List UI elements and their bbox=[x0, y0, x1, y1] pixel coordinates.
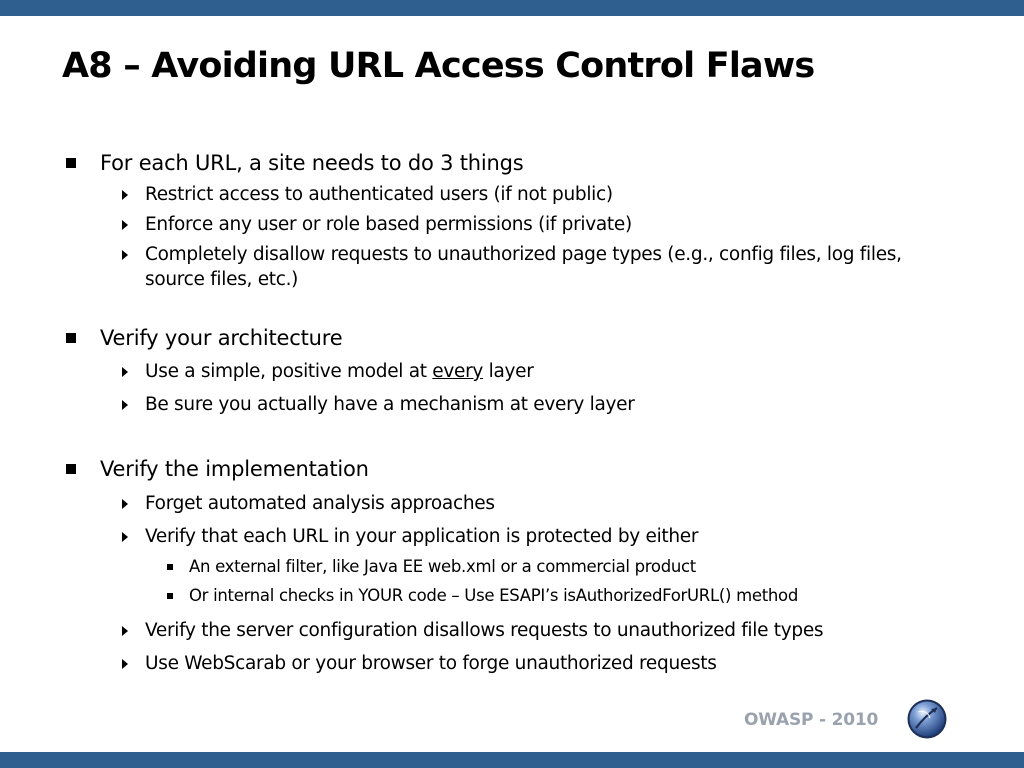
triangle-bullet-icon bbox=[122, 499, 128, 509]
triangle-bullet-icon bbox=[122, 250, 128, 260]
section-architecture bbox=[0, 323, 1024, 418]
bullet-text: Verify that each URL in your application is protected by either bbox=[145, 526, 699, 547]
small-square-bullet-icon bbox=[167, 564, 173, 570]
bullet-level1 bbox=[0, 148, 1024, 178]
bullet-level2 bbox=[0, 242, 1024, 292]
section-url-requirements bbox=[0, 148, 1024, 292]
bullet-text-part: layer bbox=[483, 361, 534, 382]
bullet-text: Be sure you actually have a mechanism at every layer bbox=[145, 394, 635, 415]
bullet-level1 bbox=[0, 454, 1024, 484]
bullet-level2 bbox=[0, 618, 1024, 644]
triangle-bullet-icon bbox=[122, 659, 128, 669]
triangle-bullet-icon bbox=[122, 190, 128, 200]
bullet-text: Use WebScarab or your browser to forge unauthorized requests bbox=[145, 653, 717, 674]
bullet-level1 bbox=[0, 323, 1024, 353]
triangle-bullet-icon bbox=[122, 532, 128, 542]
bullet-level2 bbox=[0, 392, 1024, 418]
bullet-text: Verify the server configuration disallows requests to unauthorized file types bbox=[145, 620, 824, 641]
bullet-text: Completely disallow requests to unauthorized page types (e.g., config files, log files, source files, etc.) bbox=[145, 244, 902, 290]
bullet-level3 bbox=[0, 554, 1024, 583]
bullet-text: Enforce any user or role based permissions (if private) bbox=[145, 214, 632, 235]
triangle-bullet-icon bbox=[122, 400, 128, 410]
section-implementation bbox=[0, 454, 1024, 677]
emphasis-word: every bbox=[432, 361, 484, 382]
bullet-level3 bbox=[0, 583, 1024, 612]
bottom-accent-bar bbox=[0, 752, 1024, 768]
bullet-level2 bbox=[0, 491, 1024, 517]
bullet-text-part: Use a simple, positive model at bbox=[145, 361, 433, 382]
bullet-level2 bbox=[0, 359, 1024, 385]
bullet-heading: Verify your architecture bbox=[100, 326, 343, 350]
bullet-text: Forget automated analysis approaches bbox=[145, 493, 495, 514]
triangle-bullet-icon bbox=[122, 367, 128, 377]
bullet-level2 bbox=[0, 524, 1024, 550]
small-square-bullet-icon bbox=[167, 593, 173, 599]
bullet-text: Or internal checks in YOUR code – Use ESAPI’s isAuthorizedForURL() method bbox=[189, 586, 799, 605]
bullet-heading: Verify the implementation bbox=[100, 457, 369, 481]
footer-owasp-label: OWASP - 2010 bbox=[744, 710, 879, 730]
bullet-heading: For each URL, a site needs to do 3 things bbox=[100, 151, 524, 175]
bullet-level2 bbox=[0, 182, 1024, 208]
bullet-text: Restrict access to authenticated users (if not public) bbox=[145, 184, 613, 205]
triangle-bullet-icon bbox=[122, 626, 128, 636]
bullet-level2 bbox=[0, 651, 1024, 677]
bullet-text bbox=[145, 359, 955, 385]
bullet-text: An external filter, like Java EE web.xml or a commercial product bbox=[189, 557, 696, 576]
square-bullet-icon bbox=[66, 464, 76, 474]
slide-title: A8 – Avoiding URL Access Control Flaws bbox=[62, 46, 815, 86]
owasp-globe-logo-icon bbox=[906, 698, 948, 740]
square-bullet-icon bbox=[66, 333, 76, 343]
square-bullet-icon bbox=[66, 158, 76, 168]
triangle-bullet-icon bbox=[122, 220, 128, 230]
bullet-level2 bbox=[0, 212, 1024, 238]
